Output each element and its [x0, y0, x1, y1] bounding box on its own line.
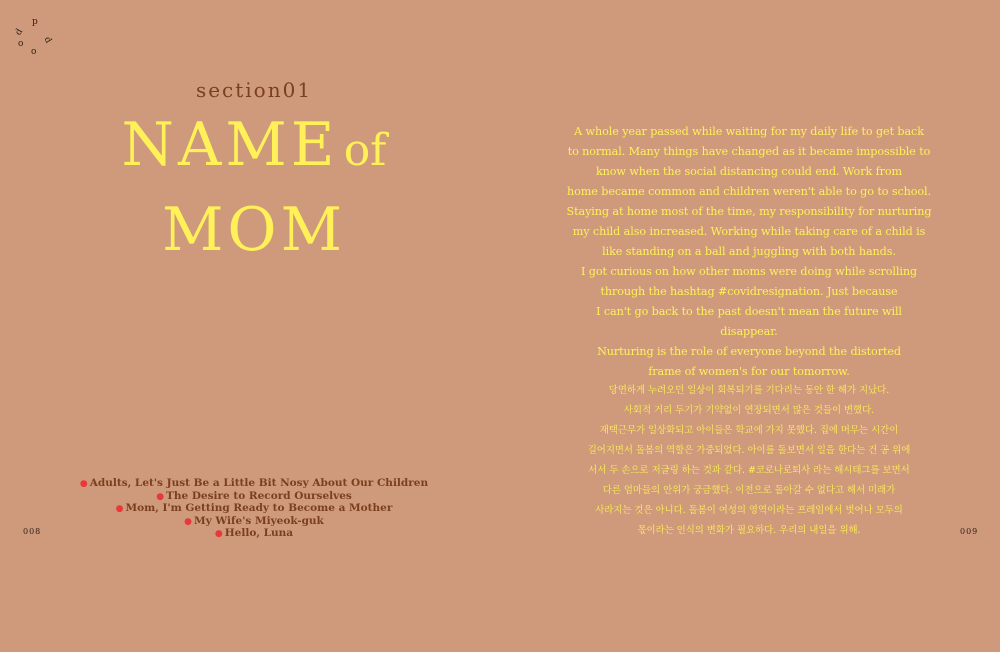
logo-letter-o-left: o	[18, 39, 24, 49]
toc-item-label: My Wife's Miyeok-guk	[194, 514, 324, 527]
toc-item-label: The Desire to Record Ourselves	[166, 489, 352, 502]
logo-letter-d-left: d	[13, 27, 26, 38]
english-body-text: A whole year passed while waiting for my daily life to get back to normal. Many things have changed as it became impossible to know when the social distancing could end. Work from home became common and children weren't able to go to school. Staying at home most of the time, my responsibility for nurturing my child also increased. Working while taking care of a child is like standing on a ball and juggling with both hands. I got curious on how other moms were doing while scrolling through the hashtag #covidresignation. Just because I can't go back to the past doesn't mean the future will disappear. Nurturing is the role of everyone beyond the distorted frame of women's for our tomorrow.	[566, 125, 932, 378]
title-word-mom: MOM	[161, 195, 347, 265]
bullet-dot-icon: ●	[156, 491, 165, 502]
page-number-left: 008	[23, 527, 42, 536]
title-line-2	[0, 195, 508, 280]
logo-letter-d-right: d	[41, 35, 54, 46]
toc-item-label: Mom, I'm Getting Ready to Become a Mother	[125, 502, 393, 514]
bullet-dot-icon: ●	[115, 504, 124, 514]
title-word-name: NAME	[121, 110, 339, 180]
section-label: section01	[195, 78, 313, 102]
bullet-dot-icon: ●	[214, 529, 223, 539]
korean-body-text: 당연하게 누려오던 일상이 회복되기를 기다리는 동안 한 해가 지났다. 사회적 거리 두기가 기약없이 연장되면서 많은 것들이 변했다. 재택근무가 일상화되고 아이들은 학교에 가지 못했다. 집에 머무는 시간이 길어지면서 돌봄의 역할은 가중되었다. 아이를 돌보면서 일을 한다는 건 공 위에 서서 두 손으로 저글링 하는 것과 같다. #코로나로퇴사 라는 해시태그를 보면서 다른 엄마들의 안위가 궁금했다. 이전으로 돌아갈 수 없다고 해서 미래가 사라지는 것은 아니다. 돌봄이 여성의 영역이라는 프레임에서 벗어나 모두의 몫이라는 인식의 변화가 필요하다. 우리의 내일을 위해.	[587, 385, 911, 536]
publisher-logo	[14, 18, 54, 58]
page-title	[0, 110, 508, 280]
title-line-1	[0, 110, 508, 195]
toc-item-label: Adults, Let's Just Be a Little Bit Nosy About Our Children	[89, 477, 429, 489]
logo-letter-o-bottom: o	[31, 47, 37, 57]
title-word-of: of	[343, 125, 387, 176]
bullet-dot-icon: ●	[79, 479, 88, 489]
table-of-contents	[0, 478, 508, 541]
bullet-dot-icon: ●	[184, 516, 193, 527]
toc-item[interactable]	[0, 528, 508, 541]
page-number-right: 009	[960, 527, 979, 536]
toc-item-label: Hello, Luna	[224, 527, 294, 539]
logo-letter-p: p	[32, 17, 38, 27]
